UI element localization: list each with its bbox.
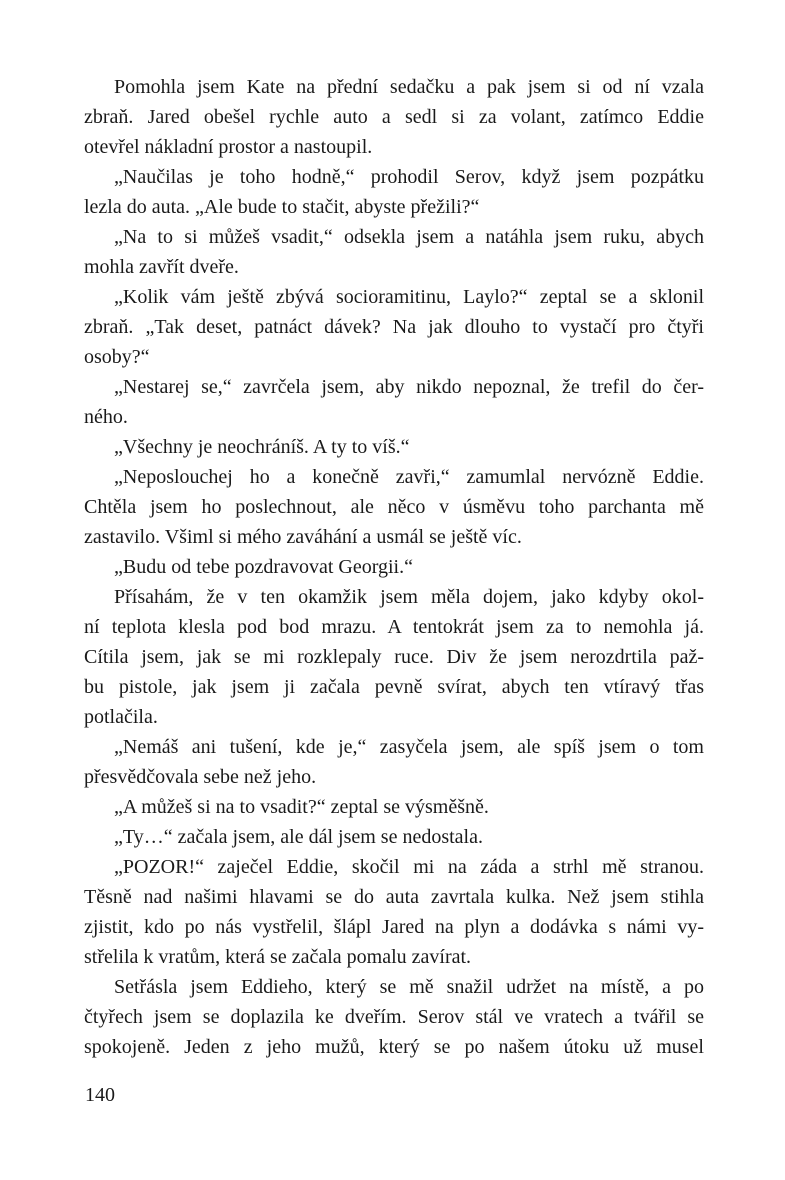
- text-line: Setřásla jsem Eddieho, který se mě snažil udržet na místě, a po: [114, 976, 704, 998]
- paragraph: [84, 792, 704, 822]
- text-line: zjistit, kdo po nás vystřelil, šlápl Jared na plyn a dodávka s námi vy-: [84, 916, 704, 938]
- paragraph: [84, 582, 704, 732]
- text-line: bu pistole, jak jsem ji začala pevně svírat, abych ten vtíravý třas: [84, 676, 704, 698]
- paragraph: [84, 222, 704, 282]
- page-number: 140: [85, 1084, 115, 1106]
- text-line: spokojeně. Jeden z jeho mužů, který se po našem útoku už musel: [84, 1036, 704, 1058]
- paragraph: [84, 822, 704, 852]
- text-line: Těsně nad našimi hlavami se do auta zavrtala kulka. Než jsem stihla: [84, 886, 704, 908]
- text-line: Chtěla jsem ho poslechnout, ale něco v úsměvu toho parchanta mě: [84, 496, 704, 518]
- text-line: ného.: [84, 406, 128, 428]
- paragraph: [84, 462, 704, 552]
- text-block: [84, 72, 704, 1062]
- text-line: „Naučilas je toho hodně,“ prohodil Serov, když jsem pozpátku: [114, 166, 704, 188]
- paragraph: [84, 162, 704, 222]
- paragraph: [84, 552, 704, 582]
- text-line: mohla zavřít dveře.: [84, 256, 239, 278]
- text-line: čtyřech jsem se doplazila ke dveřím. Serov stál ve vratech a tvářil se: [84, 1006, 704, 1028]
- text-line: lezla do auta. „Ale bude to stačit, abyste přežili?“: [84, 196, 480, 218]
- text-line: přesvědčovala sebe než jeho.: [84, 766, 317, 788]
- text-line: „Ty…“ začala jsem, ale dál jsem se nedostala.: [114, 826, 483, 848]
- text-line: „Nemáš ani tušení, kde je,“ zasyčela jsem, ale spíš jsem o tom: [114, 736, 704, 758]
- text-line: Přísahám, že v ten okamžik jsem měla dojem, jako kdyby okol-: [114, 586, 704, 608]
- text-line: zbraň. Jared obešel rychle auto a sedl si za volant, zatímco Eddie: [84, 106, 704, 128]
- text-line: zastavilo. Všiml si mého zaváhání a usmál se ještě víc.: [84, 526, 522, 548]
- paragraph: [84, 972, 704, 1062]
- text-line: „POZOR!“ zaječel Eddie, skočil mi na záda a strhl mě stranou.: [114, 856, 704, 878]
- text-line: „Nestarej se,“ zavrčela jsem, aby nikdo nepoznal, že trefil do čer-: [114, 376, 704, 398]
- paragraph: [84, 852, 704, 972]
- text-line: „Všechny je neochráníš. A ty to víš.“: [114, 436, 410, 458]
- paragraph: [84, 432, 704, 462]
- paragraph: [84, 282, 704, 372]
- text-line: „Na to si můžeš vsadit,“ odsekla jsem a natáhla jsem ruku, abych: [114, 226, 704, 248]
- text-line: osoby?“: [84, 346, 150, 368]
- text-line: potlačila.: [84, 706, 158, 728]
- paragraph: [84, 72, 704, 162]
- text-line: ní teplota klesla pod bod mrazu. A tentokrát jsem za to nemohla já.: [84, 616, 704, 638]
- text-line: zbraň. „Tak deset, patnáct dávek? Na jak dlouho to vystačí pro čtyři: [84, 316, 704, 338]
- paragraph: [84, 372, 704, 432]
- text-line: Cítila jsem, jak se mi rozklepaly ruce. Div že jsem nerozdrtila paž-: [84, 646, 704, 668]
- text-line: „A můžeš si na to vsadit?“ zeptal se výsměšně.: [114, 796, 489, 818]
- text-line: „Kolik vám ještě zbývá socioramitinu, Laylo?“ zeptal se a sklonil: [114, 286, 704, 308]
- text-line: střelila k vratům, která se začala pomalu zavírat.: [84, 946, 472, 968]
- text-line: „Budu od tebe pozdravovat Georgii.“: [114, 556, 413, 578]
- text-line: otevřel nákladní prostor a nastoupil.: [84, 136, 373, 158]
- text-line: „Neposlouchej ho a konečně zavři,“ zamumlal nervózně Eddie.: [114, 466, 704, 488]
- text-line: Pomohla jsem Kate na přední sedačku a pak jsem si od ní vzala: [114, 76, 704, 98]
- paragraph: [84, 732, 704, 792]
